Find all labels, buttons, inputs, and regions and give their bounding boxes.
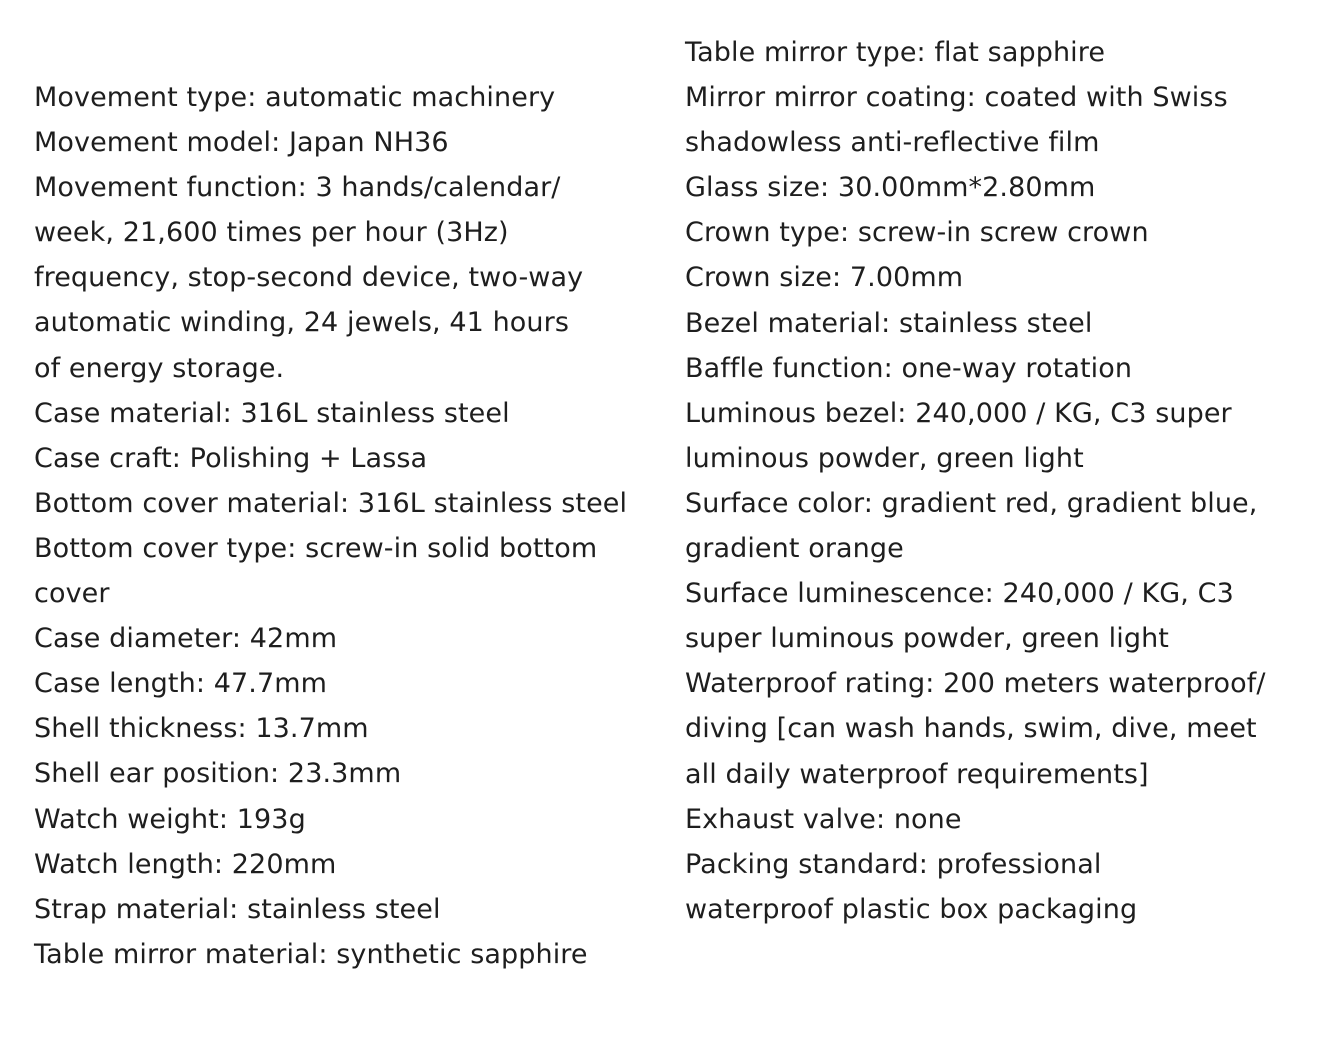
- spec-line: Mirror mirror coating: coated with Swiss: [685, 82, 1228, 114]
- spec-line: Baffle function: one-way rotation: [685, 352, 1133, 384]
- spec-line: Waterproof rating: 200 meters waterproof/: [685, 668, 1266, 700]
- spec-line: Watch weight: 193g: [34, 803, 306, 835]
- spec-line: Table mirror material: synthetic sapphire: [34, 938, 588, 970]
- spec-line: Case length: 47.7mm: [34, 668, 328, 700]
- spec-line: Movement type: automatic machinery: [34, 82, 556, 113]
- spec-line: diving [can wash hands, swim, dive, meet: [685, 713, 1257, 745]
- spec-line: Shell thickness: 13.7mm: [34, 713, 369, 745]
- spec-line: all daily waterproof requirements]: [685, 758, 1149, 790]
- spec-line: Movement function: 3 hands/calendar/: [34, 172, 561, 204]
- spec-line: Luminous bezel: 240,000 / KG, C3 super: [685, 397, 1232, 429]
- spec-line: automatic winding, 24 jewels, 41 hours: [34, 307, 570, 339]
- spec-line: frequency, stop-second device, two-way: [34, 262, 584, 294]
- spec-line: Bottom cover type: screw-in solid bottom: [34, 532, 598, 564]
- spec-line: Shell ear position: 23.3mm: [34, 758, 402, 790]
- spec-line: Watch length: 220mm: [34, 848, 337, 880]
- spec-line: Surface luminescence: 240,000 / KG, C3: [685, 578, 1234, 610]
- spec-line: waterproof plastic box packaging: [685, 893, 1138, 925]
- spec-line: Glass size: 30.00mm*2.80mm: [685, 172, 1096, 204]
- spec-line: gradient orange: [685, 533, 904, 565]
- spec-line: luminous powder, green light: [685, 442, 1084, 474]
- spec-line: shadowless anti-reflective film: [685, 127, 1100, 159]
- spec-line: Strap material: stainless steel: [34, 893, 441, 925]
- spec-line: super luminous powder, green light: [685, 623, 1169, 655]
- spec-line: Crown size: 7.00mm: [685, 262, 964, 294]
- spec-line: Case material: 316L stainless steel: [34, 397, 510, 429]
- spec-line: Packing standard: professional: [685, 848, 1102, 880]
- specs-right-column: [685, 30, 1315, 932]
- spec-line: Crown type: screw-in screw crown: [685, 217, 1149, 249]
- spec-line: week, 21,600 times per hour (3Hz): [34, 217, 509, 249]
- spec-line: Surface color: gradient red, gradient blue,: [685, 487, 1258, 519]
- spec-line: of energy storage.: [34, 352, 285, 384]
- specs-left-column: [34, 75, 674, 977]
- spec-line: Bottom cover material: 316L stainless steel: [34, 487, 628, 519]
- spec-line: Movement model: Japan NH36: [34, 127, 449, 159]
- spec-line: Case diameter: 42mm: [34, 623, 338, 655]
- spec-line: Case craft: Polishing + Lassa: [34, 442, 428, 474]
- spec-line: cover: [34, 578, 110, 610]
- spec-line: Bezel material: stainless steel: [685, 307, 1093, 339]
- spec-line: Table mirror type: flat sapphire: [685, 37, 1106, 68]
- spec-line: Exhaust valve: none: [685, 803, 962, 835]
